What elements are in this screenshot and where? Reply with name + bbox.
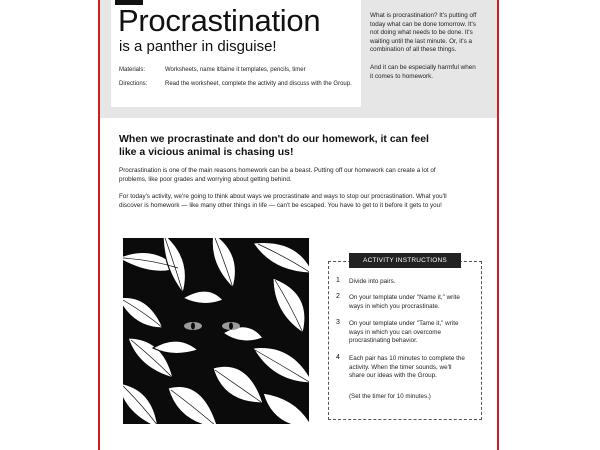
page-subtitle: is a panther in disguise! [119, 38, 277, 55]
page-title: Procrastination [118, 3, 321, 38]
definition-sidebar [370, 12, 480, 81]
panther-jungle-illustration [123, 238, 309, 424]
intro-paragraph: Procrastination is one of the main reasons homework can be a beast. Putting off our homework can create a lot of problems, like poor grades and worrying about getting behind. [119, 167, 436, 183]
directions-value: Read the worksheet, complete the activity and discuss with the Group. [165, 81, 352, 87]
definition-paragraph: What is procrastination? It's putting off today what can be done tomorrow. It's not doing what needs to be done. It's waiting until the last minute. Or, it's a combination of all these things. [370, 12, 477, 54]
section-headline: When we procrastinate and don't do our homework, it can feel like a vicious animal is chasing us! [119, 133, 429, 158]
step-text: On your template under "Tame it," write ways in which you can overcome procrastinating behavior. [349, 320, 459, 345]
materials-value: Worksheets, name it/tame it templates, pencils, timer [165, 67, 306, 73]
panther-eyes-in-jungle-leaves-icon [123, 238, 309, 424]
materials-label: Materials: [119, 67, 146, 73]
step-number: 4 [336, 354, 340, 361]
step-number: 3 [336, 319, 340, 326]
activity-intro-paragraph: For today's activity, we're going to think about ways we procrastinate and ways to stop our procrastination. What you'll discover is homework — like many other things in life — can't be escaped. You have to get to it before it gets to you! [119, 193, 447, 209]
directions-label: Directions: [119, 81, 148, 87]
step-number: 2 [336, 293, 340, 300]
timer-note: (Set the timer for 10 minutes.) [349, 393, 431, 400]
step-text: Divide into pairs. [349, 278, 396, 285]
step-text: Each pair has 10 minutes to complete the activity. When the timer sounds, we'll share our ideas with the Group. [349, 355, 465, 380]
step-number: 1 [336, 277, 340, 284]
activity-instructions-title: ACTIVITY INSTRUCTIONS [349, 253, 461, 268]
homework-harm-paragraph: And it can be especially harmful when it comes to homework. [370, 63, 476, 80]
step-text: On your template under "Name it," write ways in which you procrastinate. [349, 294, 460, 310]
